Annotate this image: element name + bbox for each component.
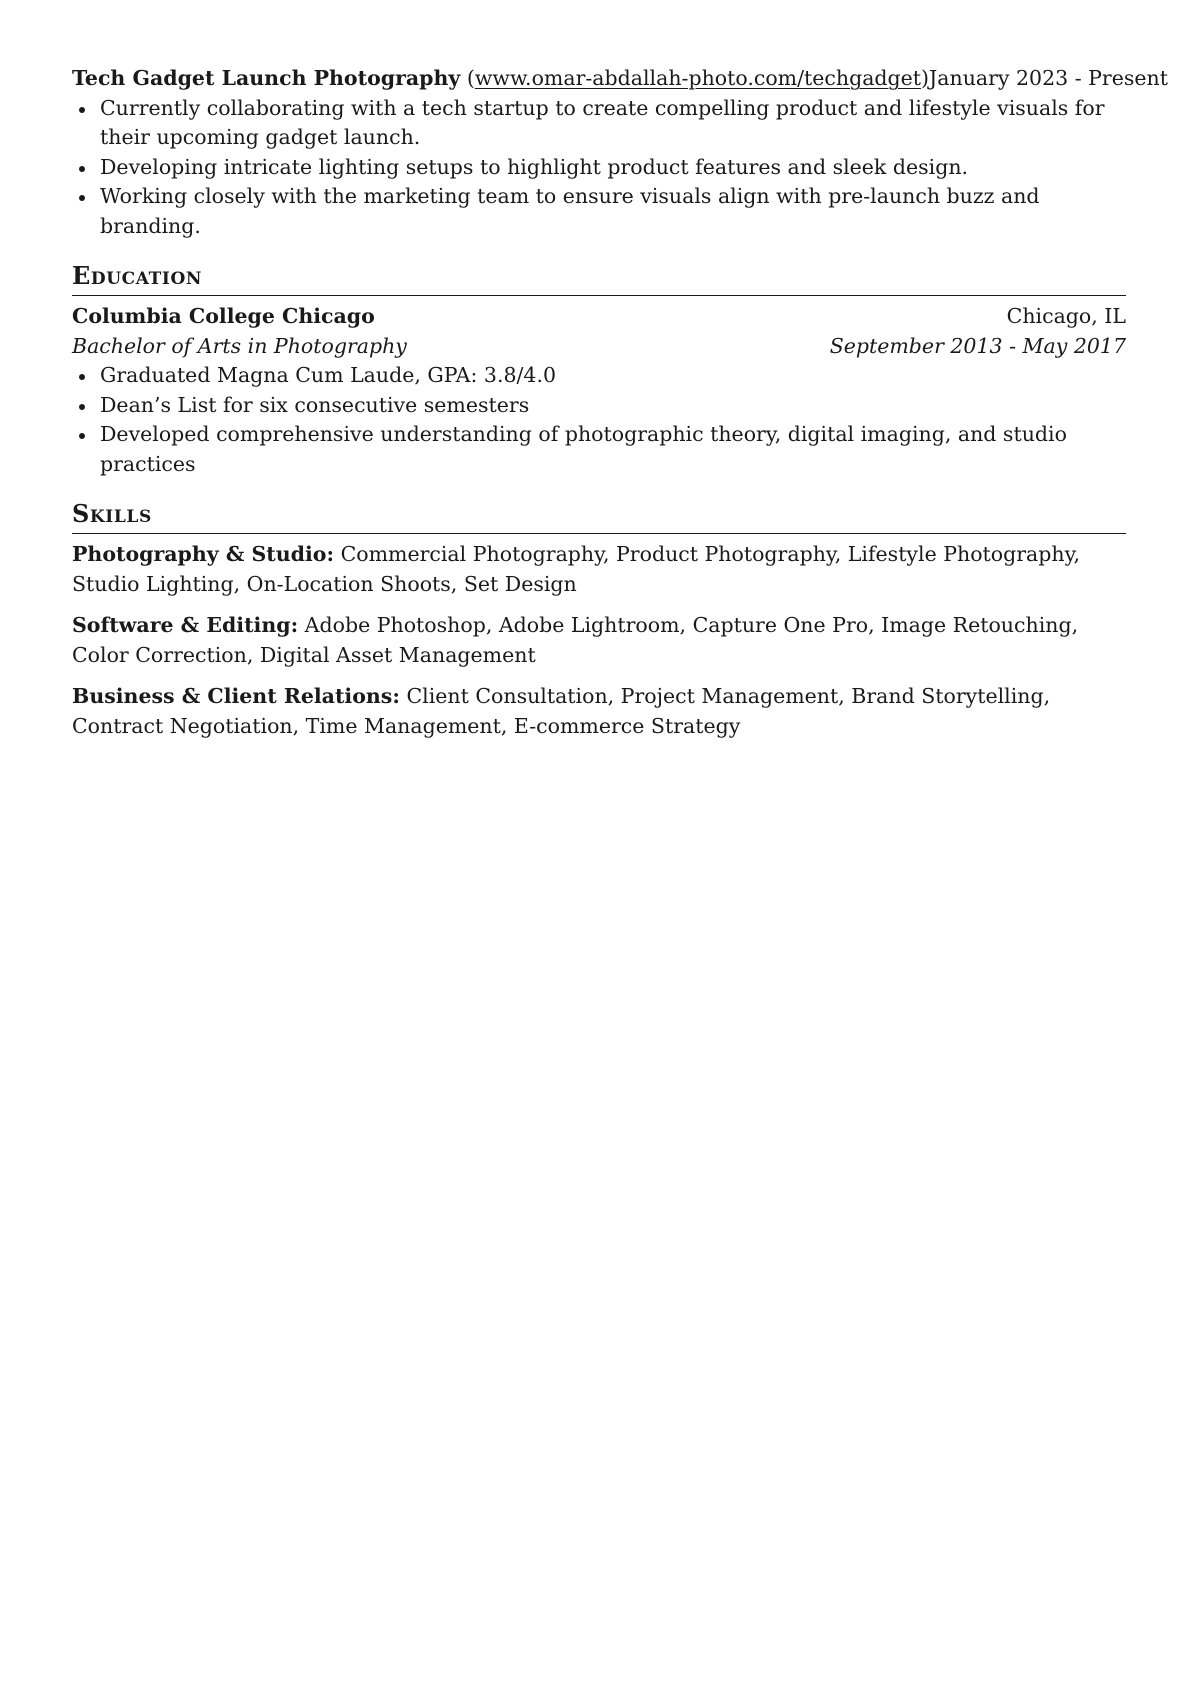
bullet-item: Graduated Magna Cum Laude, GPA: 3.8/4.0 [72, 361, 1126, 391]
project-bullets [72, 94, 1126, 242]
education-header [72, 302, 1126, 332]
project-header [72, 64, 1168, 94]
skill-group-label: Photography & Studio: [72, 542, 335, 566]
skill-group-label: Business & Client Relations: [72, 684, 400, 708]
resume-page [72, 64, 1168, 753]
skill-group [72, 682, 1126, 741]
project-link-wrapper [467, 66, 929, 90]
skills-heading: Skills [72, 497, 1126, 534]
skill-group-items: Client Consultation, Project Management, Brand Storytelling, Contract Negotiation, Time Management, E-commerce Strategy [72, 684, 1051, 738]
project-title-line [72, 64, 929, 94]
education-bullets [72, 361, 1126, 479]
skill-group-items: Adobe Photoshop, Adobe Lightroom, Capture One Pro, Image Retouching, Color Correction, Digital Asset Management [72, 613, 1079, 667]
bullet-item: Developed comprehensive understanding of photographic theory, digital imaging, and studio practices [72, 420, 1126, 479]
skills-list [72, 540, 1126, 741]
link-open-paren: ( [466, 66, 475, 90]
education-dates: September 2013 - May 2017 [829, 333, 1126, 358]
bullet-item: Working closely with the marketing team to ensure visuals align with pre-launch buzz and branding. [72, 182, 1126, 241]
school-location: Chicago, IL [1006, 304, 1126, 328]
skill-group [72, 611, 1126, 670]
bullet-item: Dean’s List for six consecutive semesters [72, 391, 1126, 421]
project-title: Tech Gadget Launch Photography [72, 66, 461, 90]
project-date: January 2023 - Present [929, 66, 1168, 90]
bullet-item: Developing intricate lighting setups to highlight product features and sleek design. [72, 153, 1126, 183]
project-entry [72, 64, 1168, 241]
degree: Bachelor of Arts in Photography [72, 333, 407, 358]
skill-group-label: Software & Editing: [72, 613, 299, 637]
skill-group-items: Commercial Photography, Product Photography, Lifestyle Photography, Studio Lighting, On-Location Shoots, Set Design [72, 542, 1080, 596]
education-subheader [72, 332, 1126, 362]
skill-group [72, 540, 1126, 599]
link-close-paren: ) [921, 66, 930, 90]
education-entry [72, 302, 1126, 479]
school-name: Columbia College Chicago [72, 304, 375, 328]
bullet-item: Currently collaborating with a tech startup to create compelling product and lifestyle visuals for their upcoming gadget launch. [72, 94, 1126, 153]
project-link[interactable]: www.omar-abdallah-photo.com/techgadget [474, 66, 922, 90]
education-heading: Education [72, 259, 1126, 296]
